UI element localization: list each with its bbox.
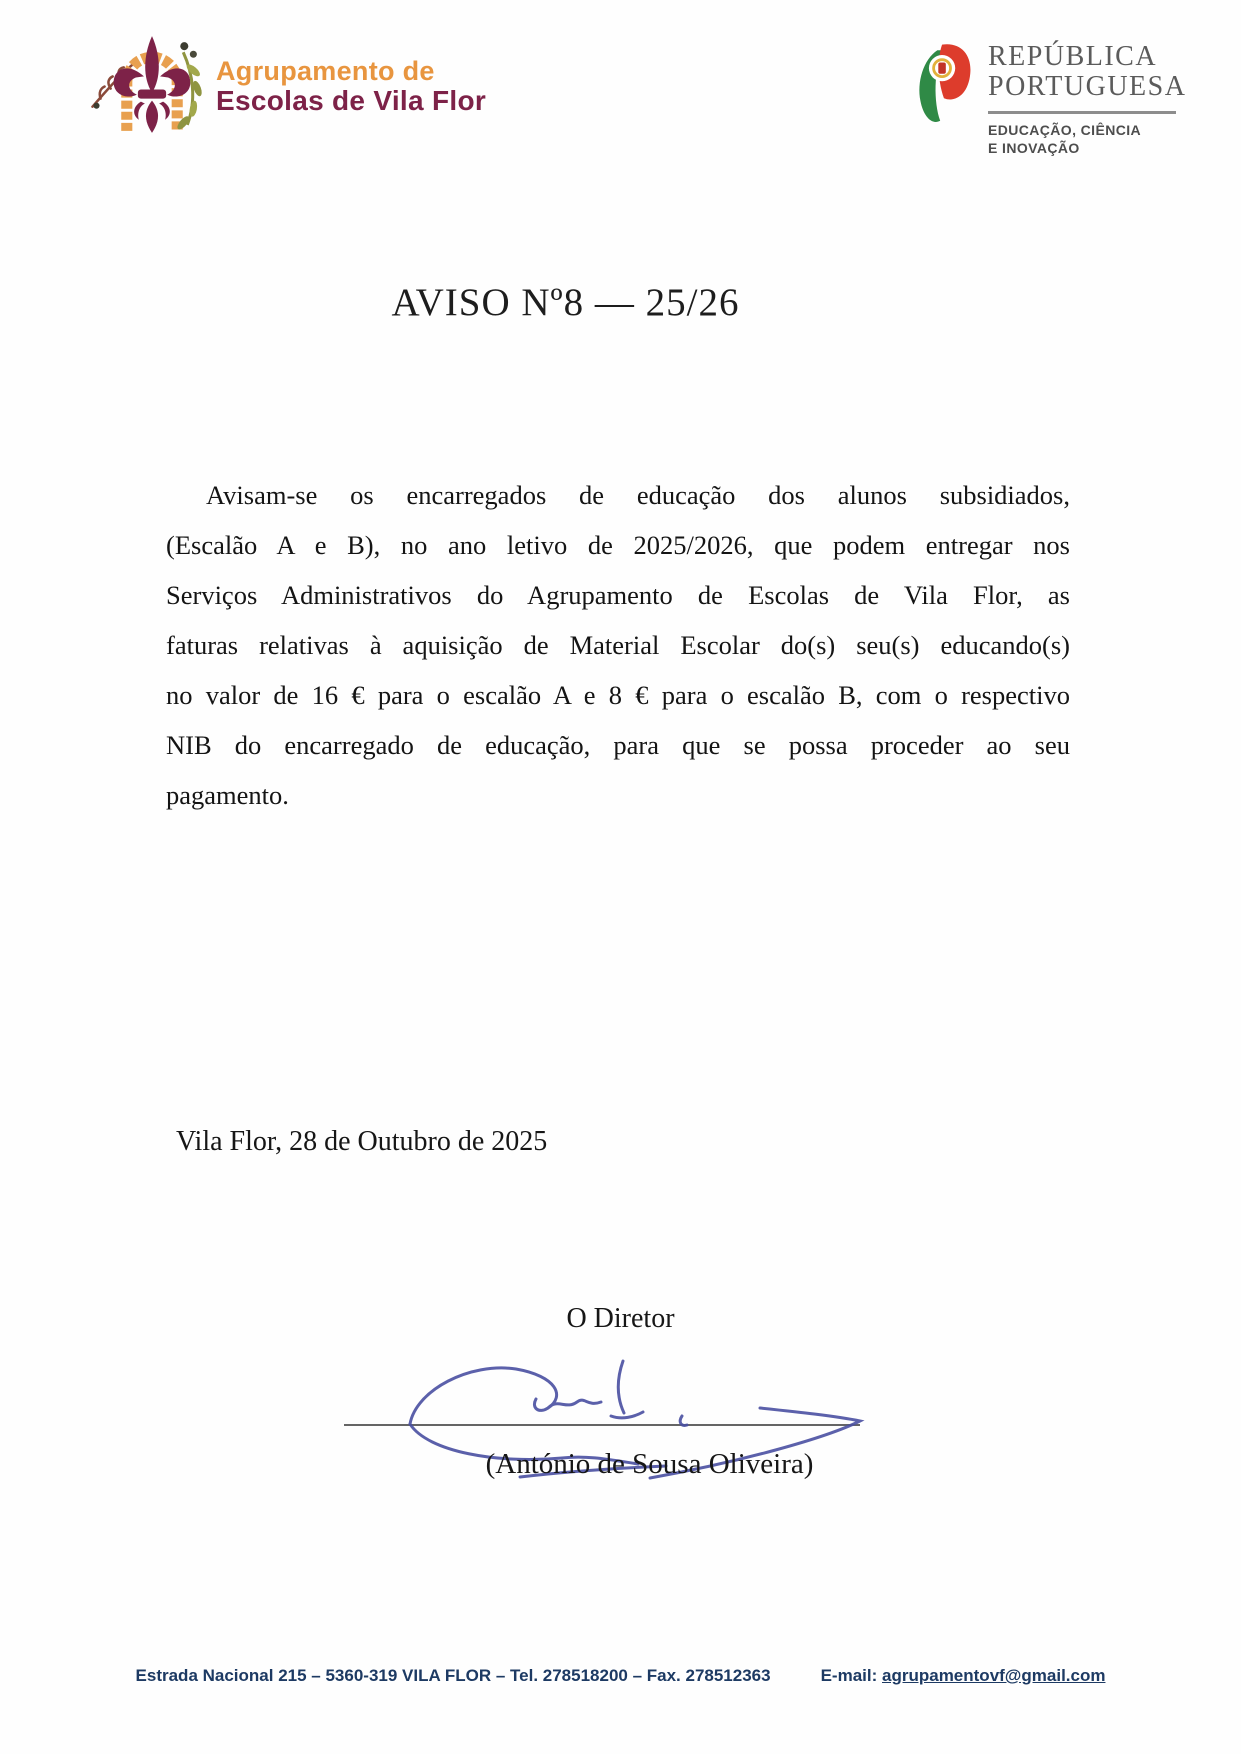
gov-subtitle-line1: EDUCAÇÃO, CIÊNCIA	[988, 122, 1142, 138]
footer-address: Estrada Nacional 215 – 5360-319 VILA FLOR – Tel. 278518200 – Fax. 278512363	[135, 1666, 771, 1685]
gov-title-line1: REPÚBLICA	[988, 41, 1158, 72]
school-emblem-icon	[86, 26, 218, 142]
gov-title-line2: PORTUGUESA	[988, 71, 1187, 102]
footer-email-group	[821, 1666, 1106, 1686]
body-line: NIB do encarregado de educação, para que se possa proceder ao seu	[166, 730, 1070, 760]
gov-divider	[988, 111, 1176, 114]
body-line: pagamento.	[166, 780, 289, 810]
footer	[0, 1666, 1241, 1686]
gov-title	[988, 42, 1186, 102]
notice-body	[166, 470, 1070, 820]
footer-email-label: E-mail:	[820, 1666, 878, 1685]
body-line: no valor de 16 € para o escalão A e 8 € para o escalão B, com o respectivo	[166, 680, 1070, 710]
date-line: Vila Flor, 28 de Outubro de 2025	[176, 1126, 548, 1157]
body-line: faturas relativas à aquisição de Material Escolar do(s) seu(s) educando(s)	[166, 630, 1070, 660]
body-line: Avisam-se os encarregados de educação dos alunos subsidiados,	[206, 480, 1070, 510]
signature-role: O Diretor	[566, 1303, 675, 1334]
school-name	[216, 56, 486, 116]
body-line: Serviços Administrativos do Agrupamento de Escolas de Vila Flor, as	[166, 580, 1070, 610]
signer-name: (António de Sousa Oliveira)	[485, 1448, 814, 1480]
footer-email-link[interactable]: agrupamentovf@gmail.com	[882, 1666, 1106, 1685]
school-name-line2: Escolas de Vila Flor	[216, 85, 487, 116]
notice-title: AVISO Nº8 — 25/26	[391, 281, 740, 324]
gov-subtitle	[988, 121, 1141, 157]
school-name-line1: Agrupamento de	[216, 56, 435, 86]
portugal-flag-icon	[912, 42, 974, 130]
gov-subtitle-line2: E INOVAÇÃO	[988, 140, 1080, 156]
body-line: (Escalão A e B), no ano letivo de 2025/2026, que podem entregar nos	[166, 530, 1070, 560]
